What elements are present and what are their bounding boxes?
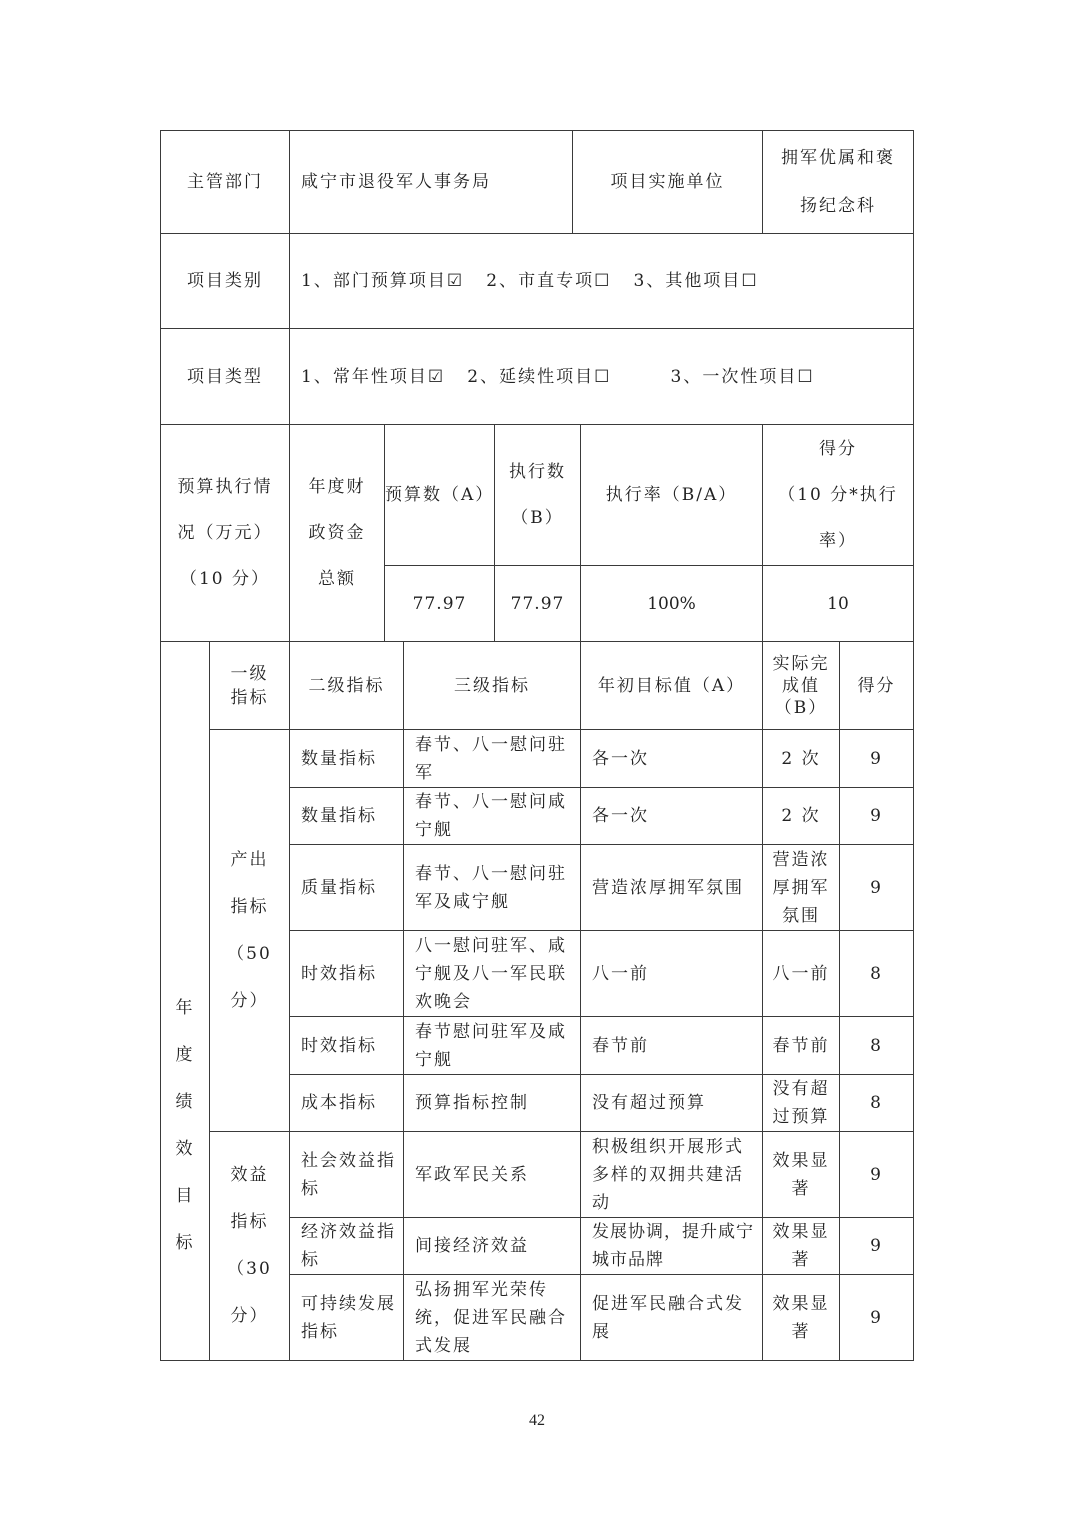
type-value: 1、常年性项目☑ 2、延续性项目☐ 3、一次性项目☐ <box>301 366 815 387</box>
table-row-4-target: 春节前 <box>592 1035 649 1056</box>
table-row-1-level3: 春节、八一慰问咸 宁舰 <box>415 792 567 840</box>
table-row-2-actual: 营造浓 厚拥军 氛围 <box>772 849 830 926</box>
exec-rate-label: 执行率（B/A） <box>605 485 738 505</box>
table-row-0-level3: 春节、八一慰问驻 军 <box>415 734 567 783</box>
col-header-target: 年初目标值（A） <box>597 675 746 696</box>
table-row-8-target: 促进军民融合式发 展 <box>592 1293 744 1342</box>
fund-total-label: 年度财 政资金 总额 <box>308 477 366 589</box>
table-row-3-score: 8 <box>870 963 883 984</box>
dept-value: 咸宁市退役军人事务局 <box>301 172 491 192</box>
budget-amount-label: 预算数（A） <box>385 485 495 505</box>
table-row-7-target: 发展协调，提升咸宁 城市品牌 <box>592 1222 754 1270</box>
table-row-0-score: 9 <box>870 748 883 769</box>
table-row-6-score: 9 <box>870 1164 883 1185</box>
table-row-1-target: 各一次 <box>592 806 649 826</box>
unit-label: 项目实施单位 <box>610 172 725 192</box>
table-row-8-level3: 弘扬拥军光荣传 统，促进军民融合 式发展 <box>415 1279 567 1356</box>
col-header-level3: 三级指标 <box>454 675 530 696</box>
table-row-5-level2: 成本指标 <box>301 1093 377 1113</box>
category-value: 1、部门预算项目☑ 2、市直专项☐ 3、其他项目☐ <box>301 271 759 291</box>
table-row-4-level3: 春节慰问驻军及咸 宁舰 <box>415 1021 567 1070</box>
table-row-7-level2: 经济效益指 标 <box>301 1222 396 1270</box>
table-row-2-score: 9 <box>870 877 883 898</box>
exec-rate-value: 100% <box>647 593 696 614</box>
score-label: 得分 （10 分*执行 率） <box>778 439 898 551</box>
type-label: 项目类型 <box>187 366 263 387</box>
group-label-output: 产出 指标 （50 分） <box>227 849 272 1011</box>
table-row-1-actual: 2 次 <box>781 806 821 826</box>
col-header-level2: 二级指标 <box>308 675 385 696</box>
table-row-3-target: 八一前 <box>592 963 649 984</box>
table-row-4-level2: 时效指标 <box>301 1035 377 1056</box>
table-row-5-actual: 没有超 过预算 <box>772 1079 830 1127</box>
table-row-7-level3: 间接经济效益 <box>415 1236 529 1256</box>
table-row-3-level3: 八一慰问驻军、咸 宁舰及八一军民联 欢晚会 <box>415 935 567 1012</box>
table-row-5-score: 8 <box>870 1093 883 1113</box>
table-row-5-target: 没有超过预算 <box>592 1093 706 1113</box>
category-label: 项目类别 <box>187 271 263 291</box>
table-row-1-level2: 数量指标 <box>301 806 377 826</box>
budget-label: 预算执行情 况（万元） （10 分） <box>177 477 273 589</box>
table-row-0-target: 各一次 <box>592 748 649 769</box>
unit-value: 拥军优属和褒 扬纪念科 <box>781 148 895 216</box>
col-header-actual: 实际完 成值 （B） <box>772 653 830 718</box>
table-row-8-level2: 可持续发展 指标 <box>301 1293 396 1342</box>
table-row-6-target: 积极组织开展形式 多样的双拥共建活 动 <box>592 1136 744 1213</box>
table-row-2-target: 营造浓厚拥军氛围 <box>592 877 744 898</box>
budget-amount-value: 77.97 <box>412 593 467 614</box>
table-row-8-score: 9 <box>870 1307 883 1328</box>
table-row-3-actual: 八一前 <box>772 963 830 984</box>
dept-label: 主管部门 <box>187 172 263 192</box>
exec-amount-value: 77.97 <box>510 593 565 614</box>
page-number: 42 <box>529 1412 545 1429</box>
table-row-3-level2: 时效指标 <box>301 963 377 984</box>
perf-section-label: 年 度 绩 效 目 标 <box>175 998 195 1253</box>
table-row-4-score: 8 <box>870 1035 883 1056</box>
score-value: 10 <box>827 593 849 614</box>
exec-amount-label: 执行数 （B） <box>509 462 566 528</box>
table-row-7-score: 9 <box>870 1236 883 1256</box>
table-row-5-level3: 预算指标控制 <box>415 1093 529 1113</box>
table-row-2-level3: 春节、八一慰问驻 军及咸宁舰 <box>415 863 567 912</box>
table-row-6-actual: 效果显 著 <box>772 1150 830 1199</box>
table-row-2-level2: 质量指标 <box>301 877 377 898</box>
table-row-0-level2: 数量指标 <box>301 748 377 769</box>
col-header-score: 得分 <box>857 675 896 696</box>
col-header-level1: 一级 指标 <box>230 663 269 708</box>
table-row-7-actual: 效果显 著 <box>772 1222 830 1270</box>
table-row-6-level2: 社会效益指 标 <box>301 1150 396 1199</box>
table-row-8-actual: 效果显 著 <box>772 1293 830 1342</box>
table-row-4-actual: 春节前 <box>772 1035 830 1056</box>
table-row-1-score: 9 <box>870 806 883 826</box>
group-label-benefit: 效益 指标 （30 分） <box>227 1165 272 1326</box>
table-row-0-actual: 2 次 <box>781 748 821 769</box>
table-row-6-level3: 军政军民关系 <box>415 1164 529 1185</box>
